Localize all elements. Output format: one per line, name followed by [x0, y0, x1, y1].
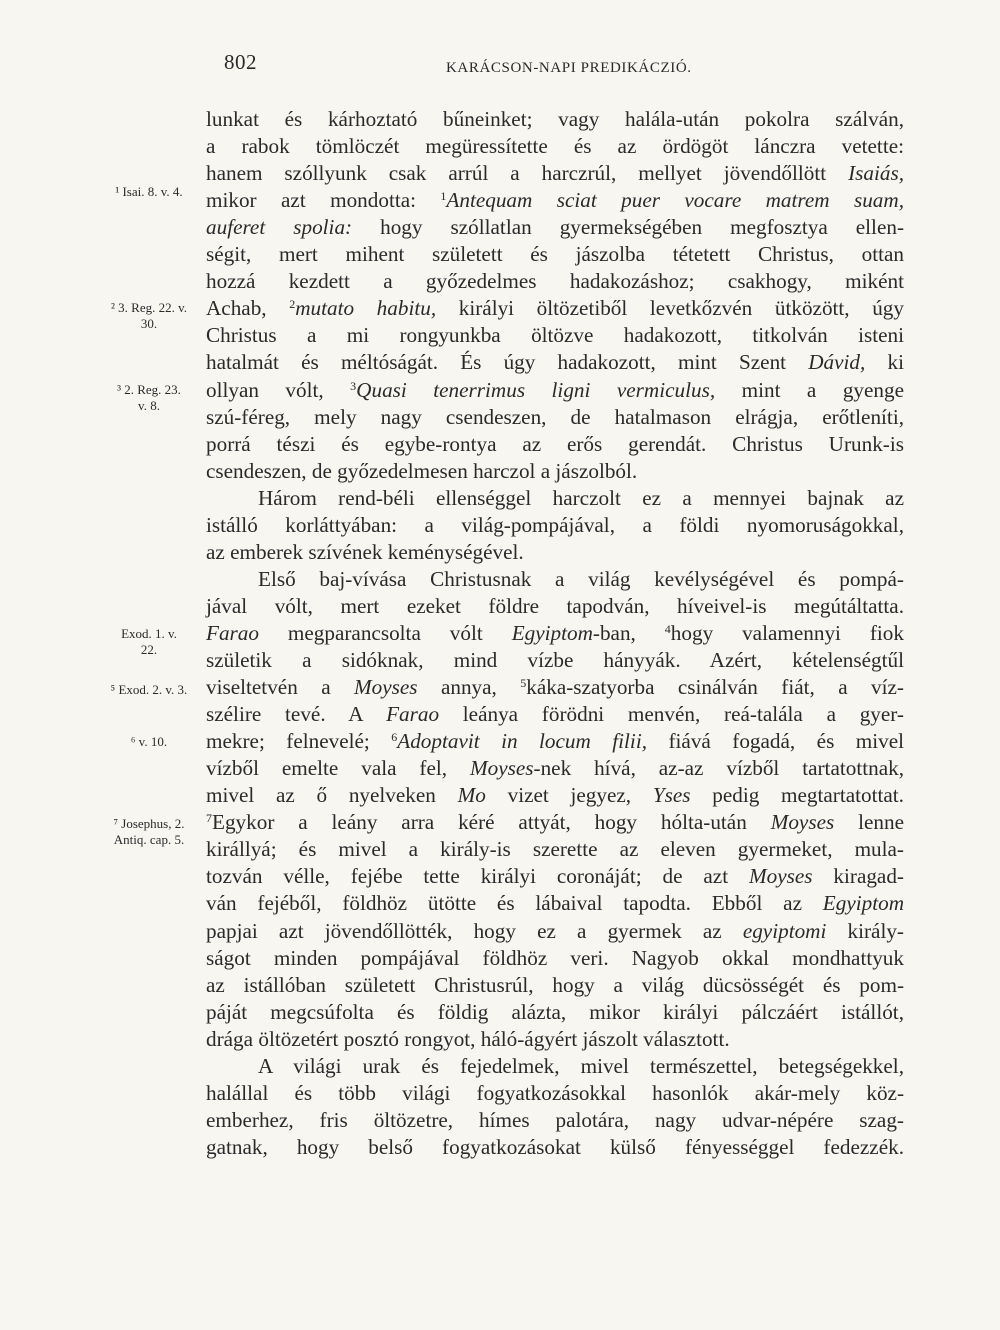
footnote-ref: 1 [440, 189, 447, 204]
text-span: ván fejéből, földhöz ütötte és lábaival tapodta. Ebből az [206, 891, 823, 916]
text-line [206, 187, 904, 214]
text-span: vízből emelte vala fel, [206, 756, 470, 781]
text-span: drága öltözetért posztó rongyot, háló-ágyért jászolt választott. [206, 1026, 730, 1051]
text-span: Farao [386, 702, 440, 727]
text-span: Achab, [206, 296, 290, 321]
text-span: Egykor a leány arra kéré attyát, hogy hólta-után [212, 810, 771, 835]
text-span: Dávid, [808, 350, 866, 375]
text-span: születik a sidóknak, mind vízbe hányyák. Azért, kételenségtűl [206, 648, 904, 672]
text-line [206, 620, 904, 647]
text-span: annya, [417, 675, 521, 700]
text-span: pedig megtartatottat. [690, 783, 904, 808]
text-span: káka-szatyorba csinálván fiát, a víz- [526, 675, 904, 700]
text-span: Három rend-béli ellenséggel harczolt ez a mennyei bajnak az [258, 485, 904, 510]
text-span: hatalmát és méltóságát. És úgy hadakozott, mint Szent [206, 350, 809, 375]
text-span: király- [826, 918, 904, 943]
text-span: egyiptomi [742, 918, 827, 943]
margin-note: ¹ Isai. 8. v. 4. [115, 184, 183, 199]
text-line [206, 133, 904, 160]
text-line [206, 836, 904, 863]
text-span: mutato habitu, [295, 296, 437, 321]
text-span: Mo [457, 783, 486, 808]
text-span: viseltetvén a [206, 675, 354, 700]
text-span: mekre; felnevelé; [206, 729, 392, 754]
text-span: Egyiptom [511, 620, 593, 645]
text-span: Quasi tenerrimus ligni vermiculus, [356, 377, 716, 402]
text-span: halállal és több világi fogyatkozásokkal hasonlók akár-mely köz- [206, 1080, 904, 1105]
text-line [258, 485, 904, 512]
text-line [206, 674, 904, 701]
footnote-ref: 3 [350, 378, 357, 393]
margin-note: ² 3. Reg. 22. v. 30. [111, 300, 187, 331]
text-span: lenne [834, 810, 904, 835]
text-span: szú-féreg, mely nagy csendeszen, de hatalmason elrágja, erőtleníti, [206, 404, 904, 429]
margin-note: ⁵ Exod. 2. v. 3. [110, 682, 188, 697]
text-line [206, 1134, 904, 1161]
text-span: páját megcsúfolta és földig alázta, mikor királyi pálczáért istállót, [206, 999, 904, 1024]
text-span: tozván vélle, fejébe tette királyi coronáját; de azt [206, 864, 749, 889]
text-span: ségit, mert mihent született és jászolba tétetett Christus, ottan [206, 242, 904, 267]
footnote-ref: 6 [391, 730, 398, 745]
text-span: ságot minden pompájával földhöz veri. Nagyob okkal mondhattyuk [206, 945, 904, 970]
text-span: -ban, [592, 620, 665, 645]
text-line [206, 268, 904, 295]
text-line [206, 349, 904, 376]
text-span: -nek hívá, az-az vízből tartatottnak, [533, 756, 904, 781]
text-span: fiává fogadá, és mivel [647, 729, 905, 754]
text-line [206, 945, 904, 972]
text-span: az istállóban született Christusrúl, hogy a világ dücsösségét és pom- [206, 972, 904, 997]
text-span: királlyá; és mivel a király-is szerette az eleven gyermeket, mula- [206, 837, 904, 862]
text-span: kiragad- [812, 864, 904, 889]
text-line [206, 458, 904, 485]
margin-note: Exod. 1. v. 22. [121, 626, 177, 657]
text-span: a rabok tömlöczét megüressítette és az ördögöt lánczra vetette: [206, 134, 904, 159]
text-span: ki [865, 350, 904, 375]
page-number: 802 [224, 50, 257, 74]
margin-note: ⁶ v. 10. [130, 734, 168, 749]
text-span: szélire tevé. A [206, 702, 387, 727]
text-line [206, 890, 904, 917]
text-line [206, 647, 904, 674]
text-line [206, 295, 904, 322]
text-span: gatnak, hogy belső fogyatkozásokat külső fényességgel fedezzék. [206, 1134, 904, 1159]
text-span: Antequam sciat puer vocare matrem suam, [446, 188, 904, 213]
footnote-ref: 4 [664, 621, 671, 636]
text-line [206, 1026, 904, 1053]
text-line [206, 972, 904, 999]
footnote-ref: 5 [520, 676, 527, 691]
text-span: hogy szóllatlan gyermekségében megfosztya ellen- [352, 215, 904, 240]
text-span: ollyan vólt, [206, 377, 351, 402]
text-line [206, 701, 904, 728]
text-line [206, 512, 904, 539]
text-line [258, 566, 904, 593]
text-line [258, 1053, 904, 1080]
text-line [206, 1107, 904, 1134]
text-span: porrá tészi és egybe-rontya az erős gerendát. Christus Urunk-is [206, 431, 904, 456]
text-span: auferet spolia: [206, 215, 353, 240]
text-line [206, 160, 904, 187]
text-span: Moyses [354, 675, 418, 700]
running-title: KARÁCSON-NAPI PREDIKÁCZIÓ. [446, 60, 692, 76]
text-line [206, 106, 904, 133]
text-span: A világi urak és fejedelmek, mivel természettel, betegségekkel, [258, 1053, 904, 1078]
text-line [206, 728, 904, 755]
text-span: vizet jegyez, [485, 783, 653, 808]
text-line [206, 782, 904, 809]
text-span: istálló korláttyában: a világ-pompájával, a földi nyomoruságokkal, [206, 512, 904, 537]
footnote-ref: 2 [289, 297, 296, 312]
text-line [206, 1080, 904, 1107]
text-span: papjai azt jövendőllötték, hogy ez a gyermek az [206, 918, 743, 943]
text-span: Christus a mi rongyunkba öltözve hadakozott, titkolván isteni [206, 323, 904, 348]
text-span: mikor azt mondotta: [206, 188, 441, 213]
text-span: Yses [652, 783, 691, 808]
text-span: az emberek szívének keménységével. [206, 539, 524, 564]
text-line [206, 539, 904, 566]
text-span: Moyses [469, 756, 534, 781]
text-span: lunkat és kárhoztató bűneinket; vagy halála-után pokolra szálván, [206, 107, 904, 131]
text-line [206, 377, 904, 404]
text-span: emberhez, fris öltözetre, hímes palotára, nagy udvar-népére szag- [206, 1107, 904, 1132]
text-span: megparancsolta vólt [258, 620, 512, 645]
text-span: királyi öltözetiből levetkőzvén ütközött, úgy [436, 296, 904, 321]
text-span: mivel az ő nyelveken [206, 783, 458, 808]
text-line [206, 241, 904, 268]
text-line [206, 809, 904, 836]
text-span: Első baj-vívása Christusnak a világ kevélységével és pompá- [258, 566, 904, 591]
text-span: Isaiás, [848, 161, 904, 186]
text-line [206, 918, 904, 945]
text-span: hanem szóllyunk csak arrúl a harczrúl, mellyet jövendőllött [206, 161, 849, 186]
text-span: hozzá kezdett a győzedelmes hadakozáshoz; csakhogy, miként [206, 269, 904, 294]
text-line [206, 863, 904, 890]
text-line [206, 755, 904, 782]
text-span: Egyiptom [822, 891, 904, 916]
text-span: leánya förödni menvén, reá-talála a gyer- [439, 702, 904, 727]
text-span: Moyses [748, 864, 813, 889]
text-line [206, 431, 904, 458]
margin-note: ⁷ Josephus, 2. Antiq. cap. 5. [113, 816, 185, 847]
text-span: Farao [206, 620, 259, 645]
text-span: Moyses [770, 810, 835, 835]
text-span: hogy valamennyi fiok [670, 620, 904, 645]
text-span: mint a gyenge [715, 377, 904, 402]
text-line [206, 214, 904, 241]
text-span: jával vólt, mert ezeket földre tapodván, híveivel-is megútáltatta. [206, 593, 904, 618]
text-line [206, 404, 904, 431]
margin-note: ³ 2. Reg. 23. v. 8. [117, 382, 181, 413]
text-line [206, 593, 904, 620]
footnote-ref: 7 [206, 811, 212, 826]
text-line [206, 999, 904, 1026]
text-span: Adoptavit in locum filii, [397, 729, 648, 754]
text-line [206, 322, 904, 349]
text-span: csendeszen, de győzedelmesen harczol a jászolból. [206, 458, 638, 483]
